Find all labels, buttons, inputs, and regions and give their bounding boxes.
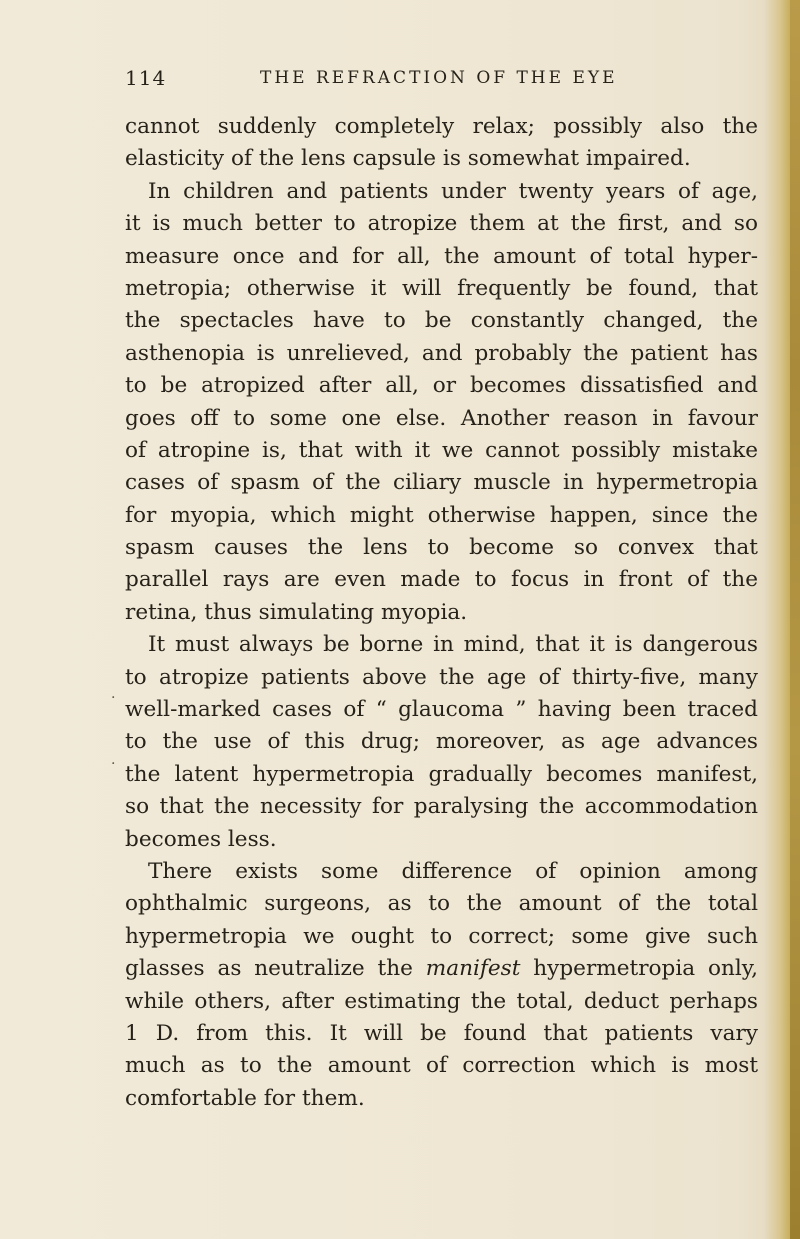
text-line: parallel rays are even made to focus in front of the (125, 567, 758, 593)
page-number: 114 (125, 66, 167, 90)
speck-mark: . (111, 752, 116, 768)
text-line: cases of spasm of the ciliary muscle in hypermetropia (125, 470, 758, 496)
text-line: the spectacles have to be constantly changed, the (125, 308, 758, 334)
text-line: measure once and for all, the amount of total hyper- (125, 243, 758, 269)
text-line: hypermetropia we ought to correct; some give such (125, 923, 758, 949)
text-line: for myopia, which might otherwise happen, since the (125, 502, 758, 528)
text-line (125, 953, 758, 985)
text-line: In children and patients under twenty years of age, (148, 178, 758, 204)
text-line: retina, thus simulating myopia. (125, 599, 468, 625)
body-text (125, 111, 758, 1115)
text-line: metropia; otherwise it will frequently be found, that (125, 275, 758, 301)
text-line: so that the necessity for paralysing the accommodation (125, 794, 758, 820)
text-line: spasm causes the lens to become so convex that (125, 535, 758, 561)
text-line: well-marked cases of “ glaucoma ” having been traced (125, 697, 758, 723)
italic-word: manifest (425, 956, 521, 982)
text-line: becomes less. (125, 826, 277, 852)
speck-mark: . (111, 686, 116, 702)
text-line: It must always be borne in mind, that it is dangerous (148, 632, 758, 658)
text-line: it is much better to atropize them at the first, and so (125, 211, 758, 237)
text-line: There exists some difference of opinion among (148, 858, 758, 884)
text-line: much as to the amount of correction which is most (125, 1053, 758, 1079)
page-edge (790, 0, 800, 1239)
text-line: asthenopia is unrelieved, and probably the patient has (125, 340, 758, 366)
text-segment: hypermetropia only, (520, 956, 758, 982)
text-line: while others, after estimating the total, deduct perhaps (125, 988, 758, 1014)
text-line: cannot suddenly completely relax; possibly also the (125, 114, 758, 139)
text-line: goes off to some one else. Another reason in favour (125, 405, 758, 431)
text-line: comfortable for them. (125, 1085, 365, 1111)
text-line: ophthalmic surgeons, as to the amount of the total (125, 891, 758, 917)
running-head (125, 66, 725, 96)
text-line: of atropine is, that with it we cannot possibly mistake (125, 437, 758, 463)
text-line: to the use of this drug; moreover, as age advances (125, 729, 758, 755)
running-head-title: THE REFRACTION OF THE EYE (260, 68, 618, 88)
text-line: the latent hypermetropia gradually becomes manifest, (125, 761, 758, 787)
text-line: elasticity of the lens capsule is somewhat impaired. (125, 146, 691, 172)
text-segment: glasses as neutralize the (125, 956, 426, 982)
text-line: to be atropized after all, or becomes dissatisfied and (125, 373, 758, 399)
text-line: 1 D. from this. It will be found that patients vary (125, 1020, 758, 1046)
text-line: to atropize patients above the age of thirty-five, many (125, 664, 758, 690)
